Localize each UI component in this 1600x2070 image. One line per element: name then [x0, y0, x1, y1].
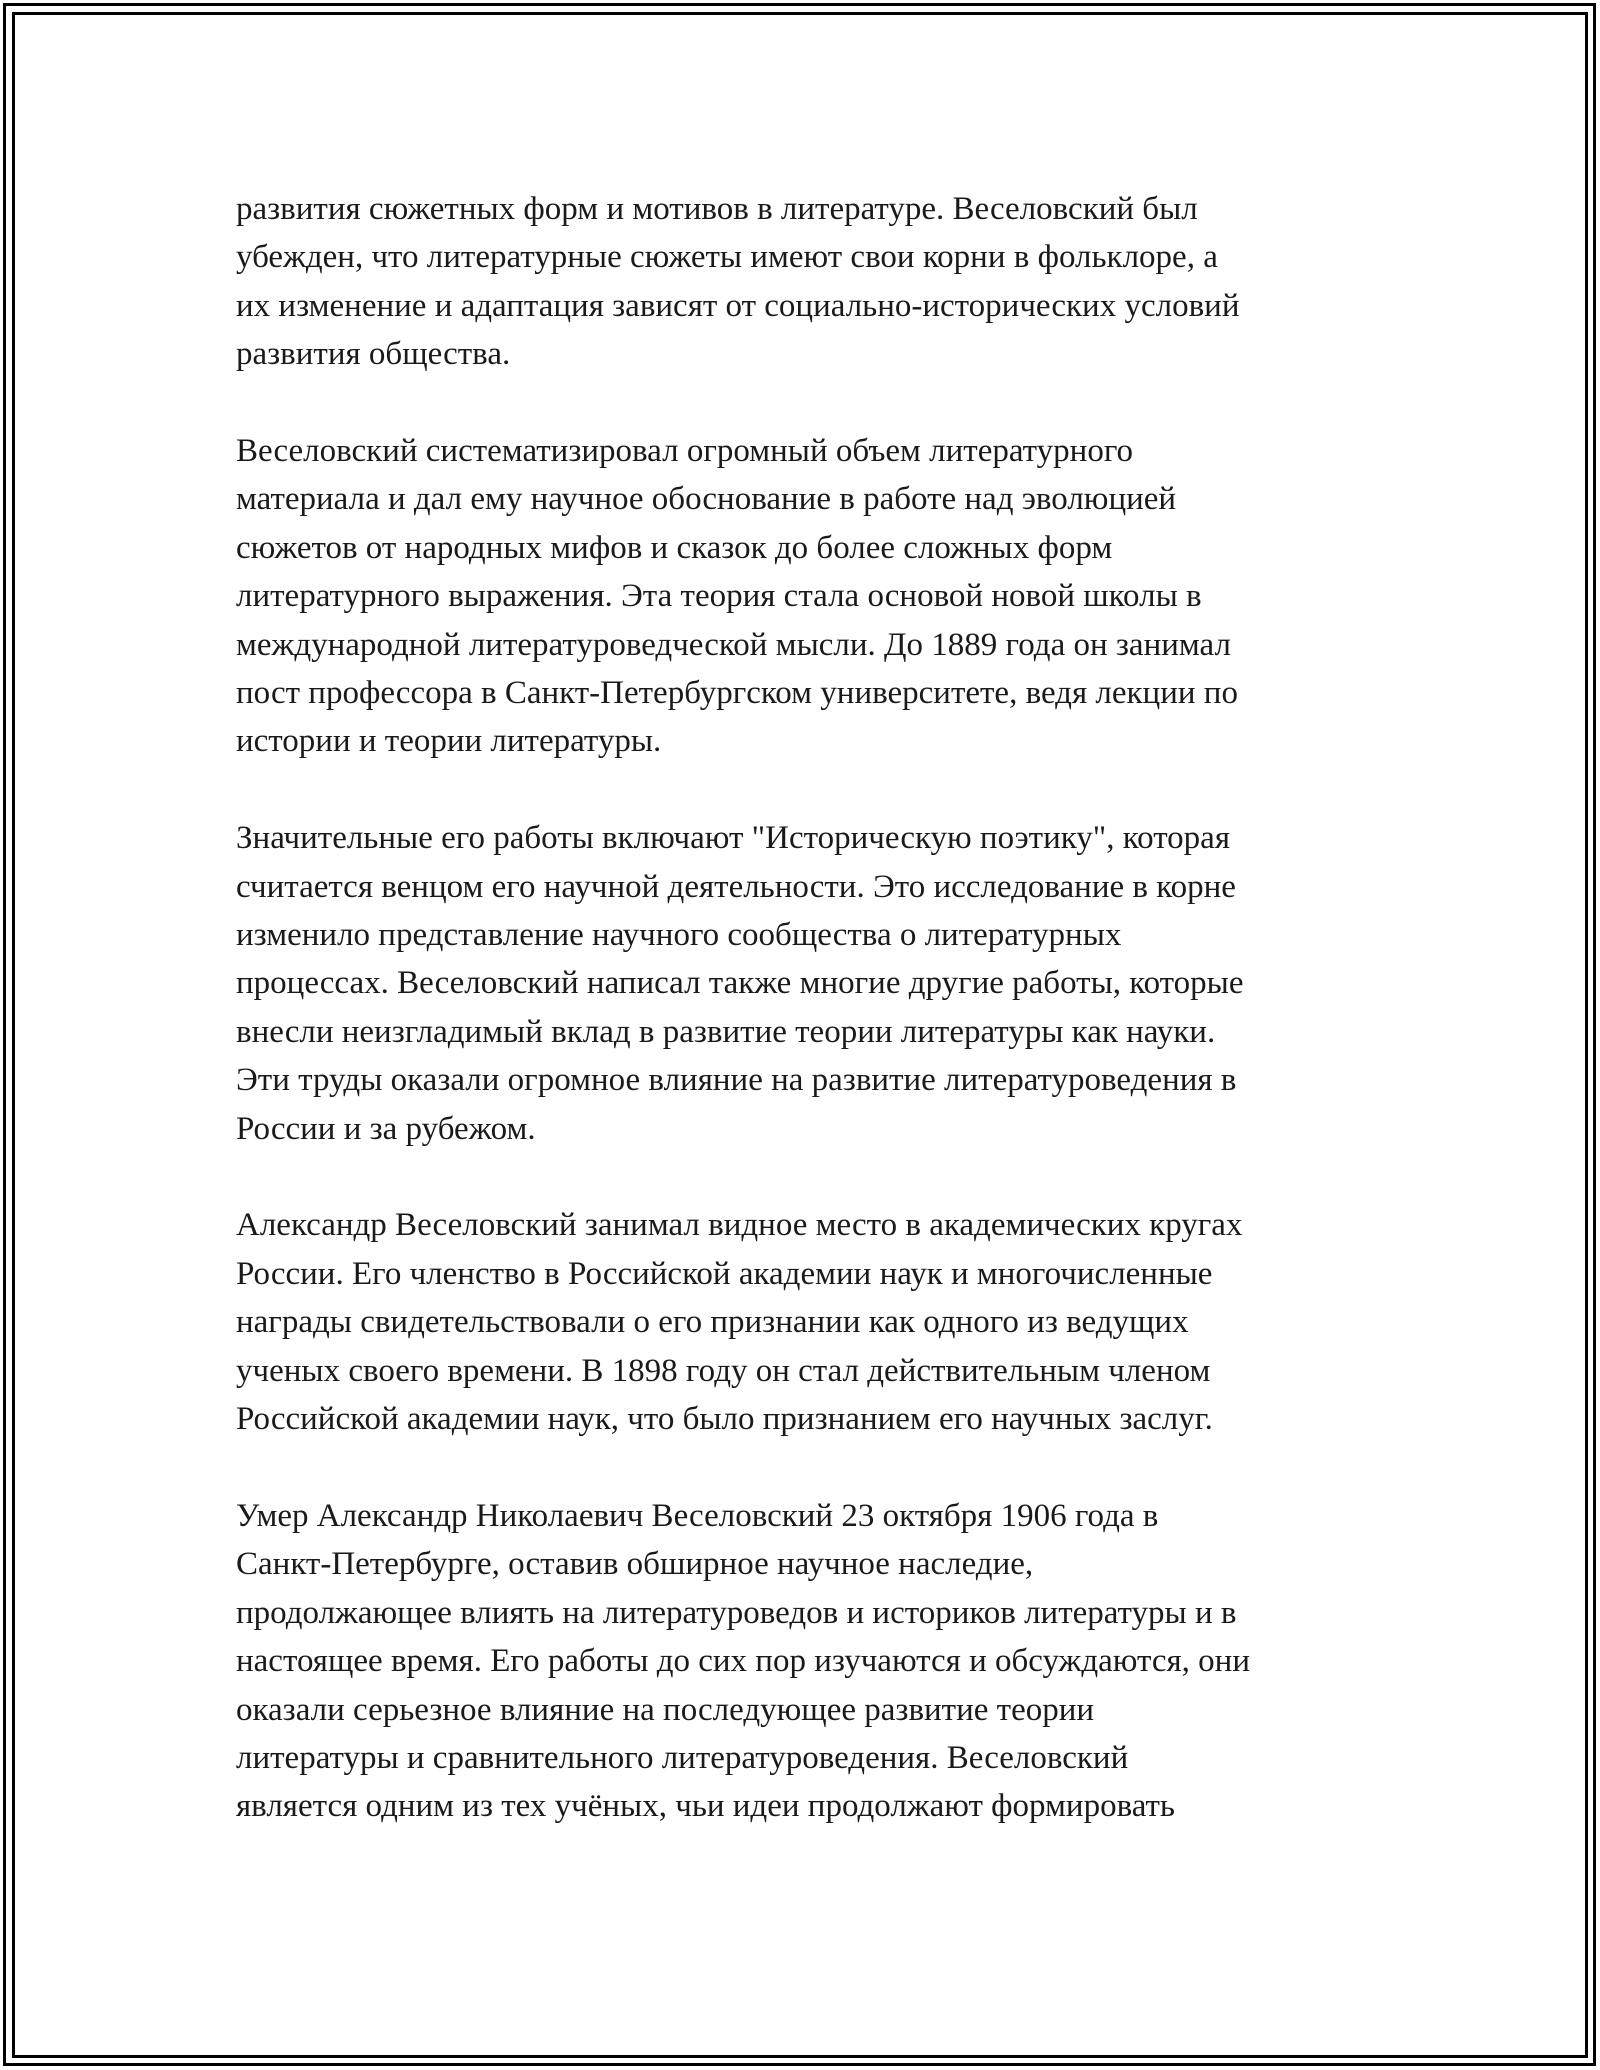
text-line: Российской академии наук, что было признанием его научных заслуг. — [236, 1401, 1213, 1438]
text-line: оказали серьезное влияние на последующее развитие теории — [236, 1691, 1095, 1728]
text-line: литературного выражения. Эта теория стала основой новой школы в — [236, 578, 1202, 615]
text-line: продолжающее влиять на литературоведов и историков литературы и в — [236, 1594, 1237, 1631]
text-line: внесли неизгладимый вклад в развитие теории литературы как науки. — [236, 1013, 1216, 1050]
paragraph-5 — [236, 1492, 1386, 1831]
paragraph-4 — [236, 1201, 1386, 1443]
text-line: развития общества. — [236, 336, 511, 373]
text-line: Веселовский систематизировал огромный объем литературного — [236, 433, 1134, 470]
text-line: России и за рубежом. — [236, 1110, 536, 1147]
text-line: международной литературоведческой мысли. До 1889 года он занимал — [236, 626, 1231, 663]
document-body — [236, 185, 1386, 1879]
text-line: Санкт-Петербурге, оставив обширное научное наследие, — [236, 1546, 1034, 1583]
text-line: награды свидетельствовали о его признании как одного из ведущих — [236, 1304, 1189, 1341]
text-line: Эти труды оказали огромное влияние на развитие литературоведения в — [236, 1062, 1237, 1099]
text-line: России. Его членство в Российской академии наук и многочисленные — [236, 1255, 1213, 1292]
text-line: литературы и сравнительного литературоведения. Веселовский — [236, 1739, 1129, 1776]
text-line: убежден, что литературные сюжеты имеют свои корни в фольклоре, а — [236, 239, 1218, 276]
text-line: считается венцом его научной деятельности. Это исследование в корне — [236, 868, 1236, 905]
text-line: изменило представление научного сообщества о литературных — [236, 917, 1122, 954]
text-line: развития сюжетных форм и мотивов в литературе. Веселовский был — [236, 191, 1198, 227]
text-line: настоящее время. Его работы до сих пор изучаются и обсуждаются, они — [236, 1643, 1250, 1680]
paragraph-1 — [236, 185, 1386, 379]
text-line: является одним из тех учёных, чьи идеи продолжают формировать — [236, 1788, 1175, 1825]
text-line: Умер Александр Николаевич Веселовский 23 октября 1906 года в — [236, 1497, 1159, 1534]
paragraph-2 — [236, 427, 1386, 766]
text-line: процессах. Веселовский написал также многие другие работы, которые — [236, 965, 1244, 1002]
text-line: сюжетов от народных мифов и сказок до более сложных форм — [236, 529, 1113, 566]
text-line: Значительные его работы включают "Историческую поэтику", которая — [236, 820, 1231, 857]
paragraph-3 — [236, 814, 1386, 1153]
text-line: материала и дал ему научное обоснование в работе над эволюцией — [236, 481, 1177, 518]
text-line: Александр Веселовский занимал видное место в академических кругах — [236, 1207, 1243, 1244]
text-line: истории и теории литературы. — [236, 723, 662, 760]
text-line: пост профессора в Санкт-Петербургском университете, ведя лекции по — [236, 675, 1238, 712]
text-line: их изменение и адаптация зависят от социально-исторических условий — [236, 287, 1240, 324]
text-line: ученых своего времени. В 1898 году он стал действительным членом — [236, 1352, 1211, 1389]
